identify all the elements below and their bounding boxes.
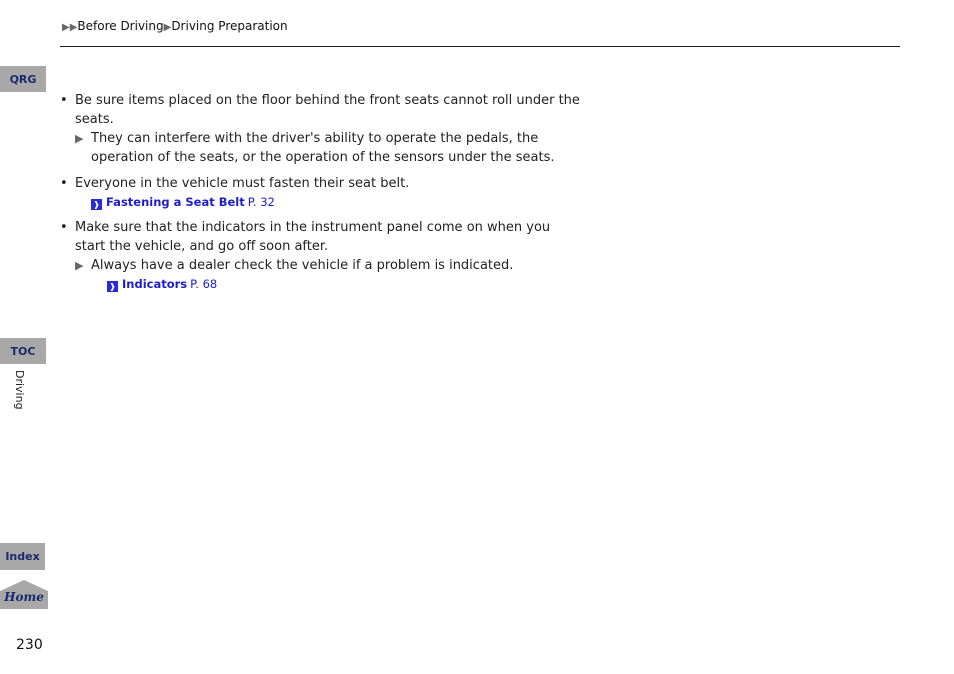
content-body bbox=[60, 91, 580, 300]
reference-page[interactable]: P. 68 bbox=[190, 277, 218, 291]
bullet-icon: • bbox=[60, 220, 68, 235]
reference-page[interactable]: P. 32 bbox=[247, 195, 275, 209]
breadcrumb-level2: Driving Preparation bbox=[171, 19, 288, 33]
bullet-icon: • bbox=[60, 93, 68, 108]
note-text: Always have a dealer check the vehicle if a problem is indicated. bbox=[91, 258, 514, 273]
item-note bbox=[75, 256, 580, 275]
toc-tab-button[interactable] bbox=[0, 338, 46, 364]
bullet-icon: • bbox=[60, 176, 68, 191]
page-number: 230 bbox=[16, 637, 43, 653]
item-text: Be sure items placed on the floor behind the front seats cannot roll under the seats. bbox=[75, 93, 580, 127]
breadcrumb bbox=[62, 19, 288, 33]
cross-reference-link[interactable] bbox=[91, 193, 580, 211]
item-note bbox=[75, 129, 580, 167]
breadcrumb-separator-icon: ▶ bbox=[163, 22, 172, 33]
toc-tab-label: TOC bbox=[10, 344, 36, 358]
section-label: Driving bbox=[13, 370, 26, 410]
reference-title[interactable]: Indicators bbox=[122, 277, 188, 291]
qrg-tab-button[interactable] bbox=[0, 66, 46, 92]
reference-arrow-icon: ❱ bbox=[107, 281, 118, 292]
header-divider bbox=[60, 46, 900, 47]
note-arrow-icon: ▶ bbox=[75, 132, 84, 145]
qrg-tab-label: QRG bbox=[9, 72, 37, 86]
home-label: Home bbox=[4, 590, 44, 604]
reference-title[interactable]: Fastening a Seat Belt bbox=[106, 195, 245, 209]
index-tab-button[interactable] bbox=[0, 543, 45, 570]
breadcrumb-level1-link[interactable]: Before Driving bbox=[77, 19, 164, 33]
breadcrumb-arrows-icon: ▶▶ bbox=[62, 22, 78, 33]
item-text: Make sure that the indicators in the instrument panel come on when you start the vehicle, and go off soon after. bbox=[75, 220, 551, 254]
index-tab-label: Index bbox=[5, 550, 40, 563]
cross-reference-link[interactable] bbox=[107, 275, 580, 293]
list-item bbox=[60, 91, 580, 167]
item-text: Everyone in the vehicle must fasten their seat belt. bbox=[75, 176, 410, 191]
note-text: They can interfere with the driver's ability to operate the pedals, the operation of the seats, or the operation of the sensors under the seats. bbox=[91, 131, 555, 165]
list-item bbox=[60, 218, 580, 293]
list-item bbox=[60, 174, 580, 211]
reference-arrow-icon: ❱ bbox=[91, 199, 102, 210]
note-arrow-icon: ▶ bbox=[75, 259, 84, 272]
home-button[interactable] bbox=[0, 579, 48, 609]
